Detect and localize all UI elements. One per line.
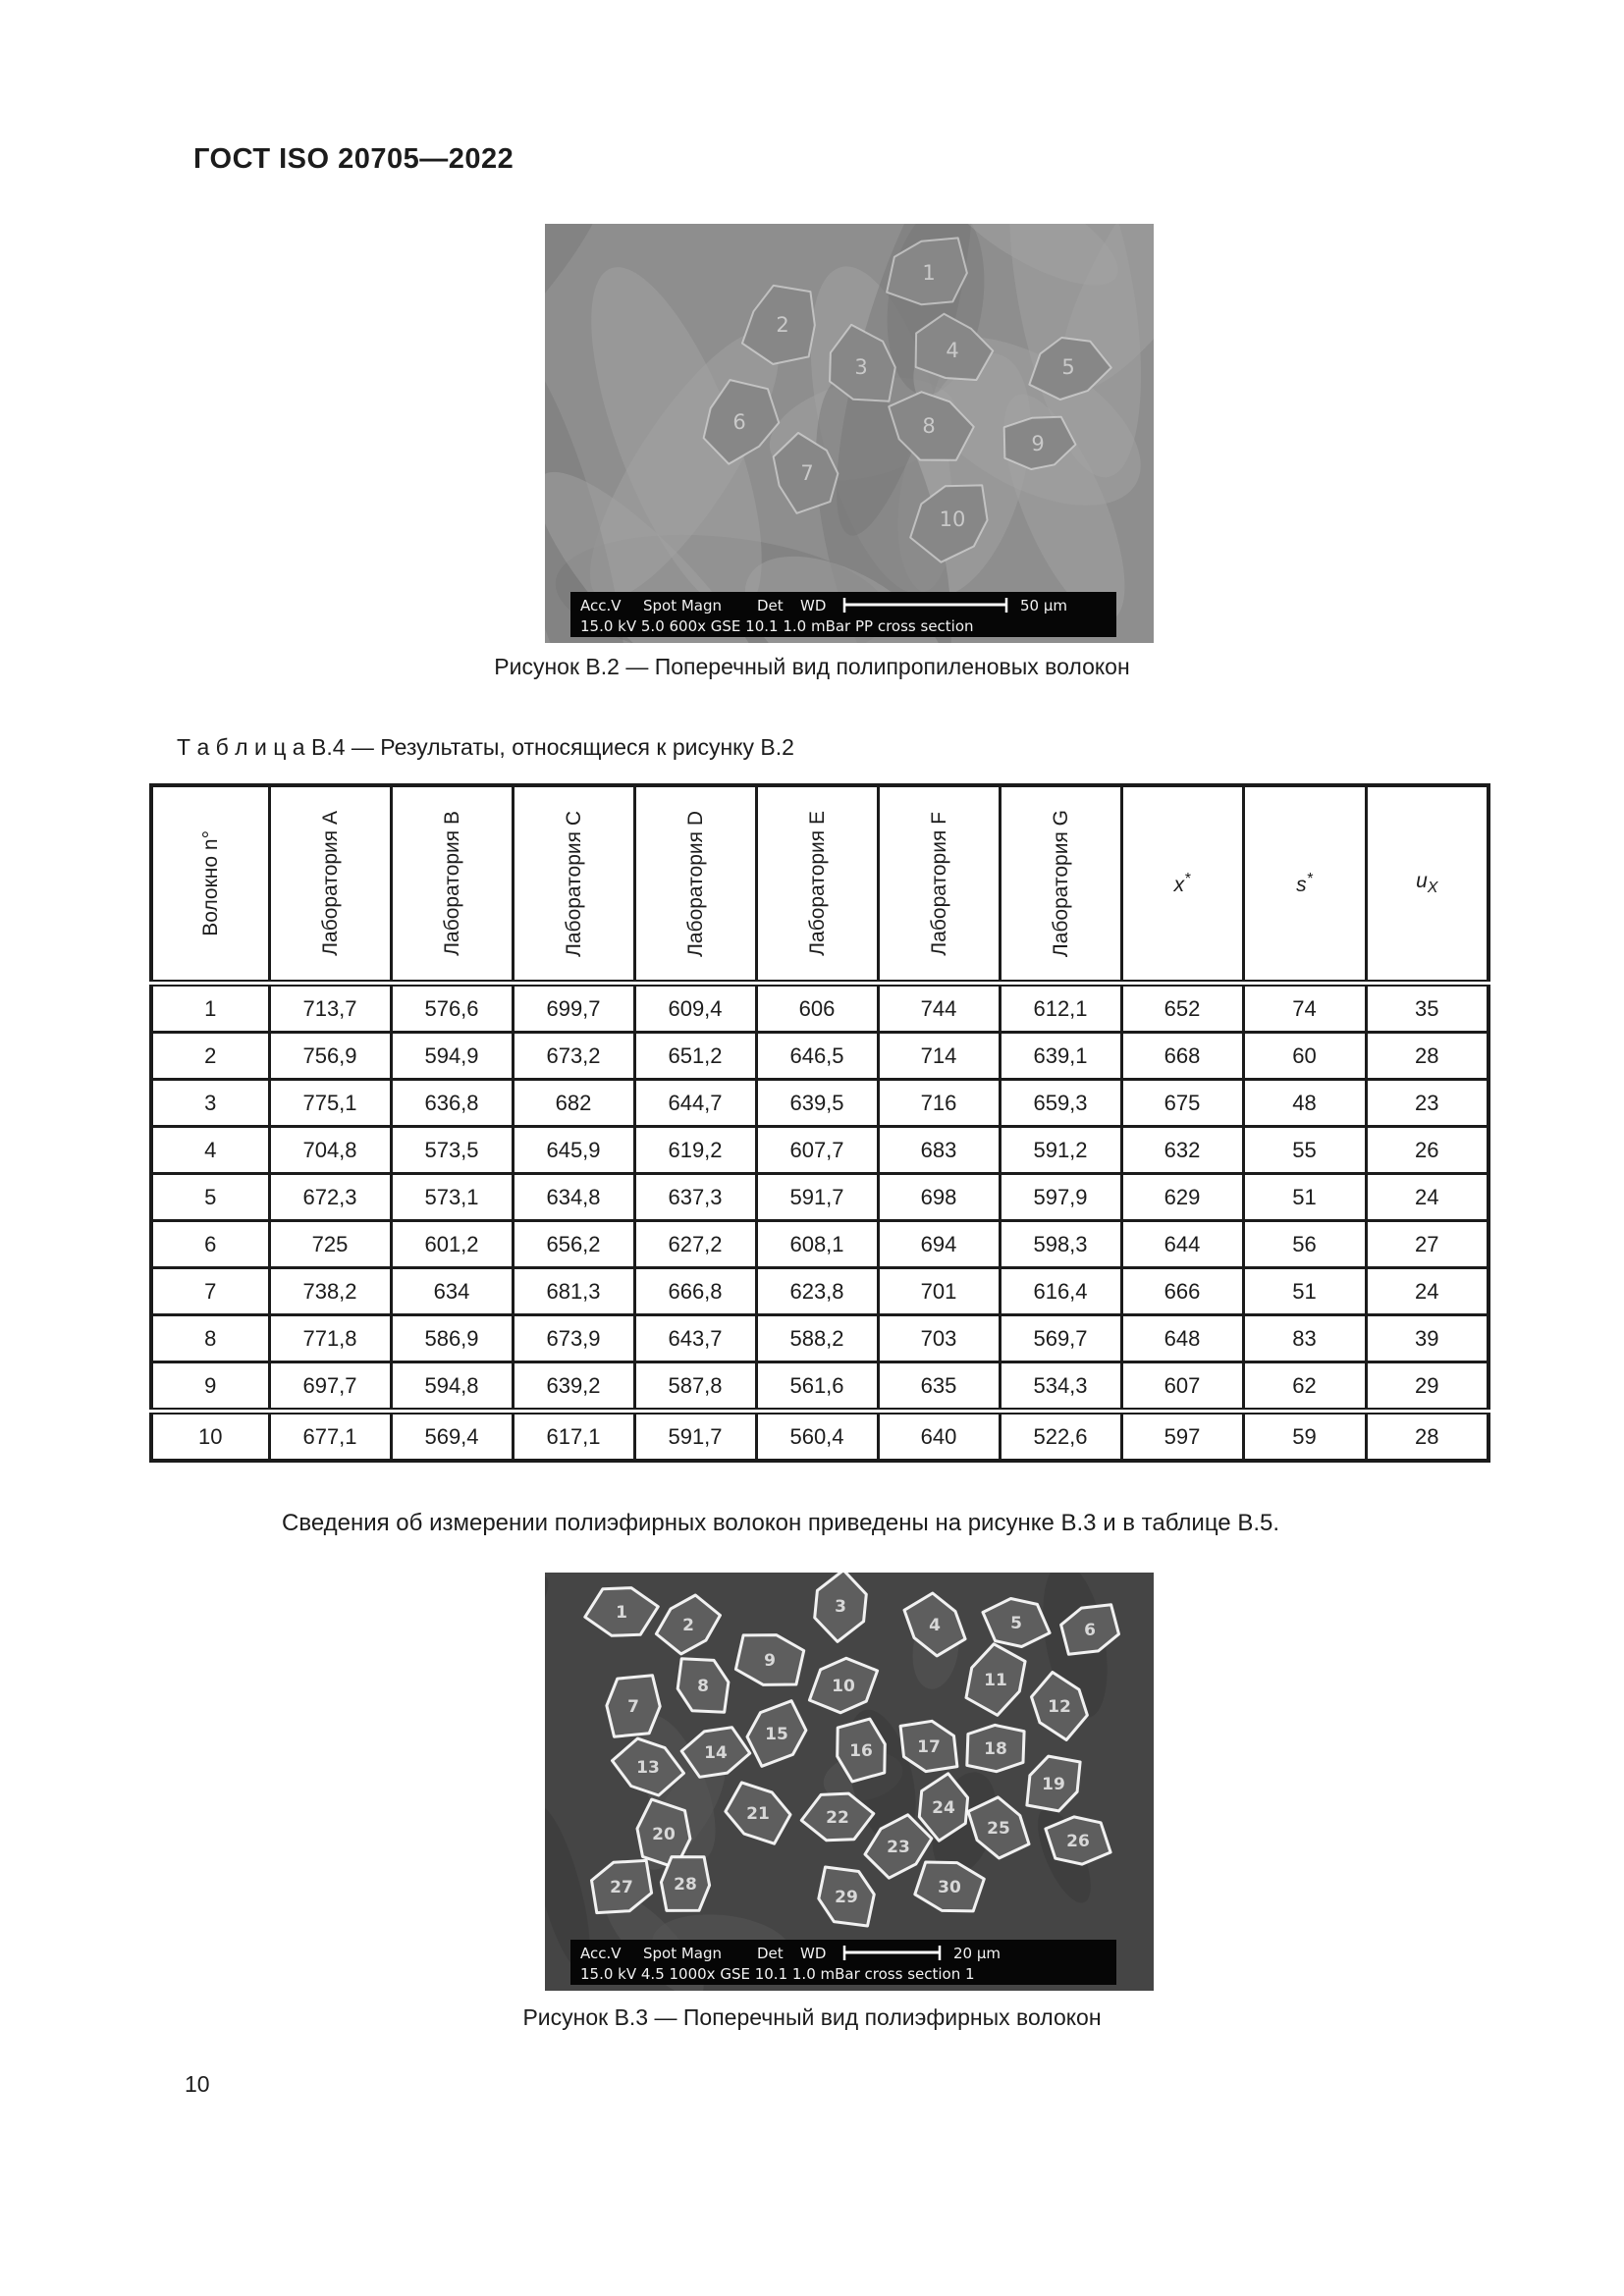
fiber-number-label: 4 [929, 1616, 941, 1635]
value-cell: 26 [1366, 1127, 1489, 1174]
value-cell: 681,3 [513, 1268, 634, 1315]
sem-det-label: Det [757, 1945, 784, 1962]
fiber-number-label: 1 [616, 1603, 627, 1623]
value-cell: 744 [878, 984, 1000, 1033]
sem-image-b2 [545, 224, 1154, 643]
value-cell: 699,7 [513, 984, 634, 1033]
body-paragraph: Сведения об измерении полиэфирных волокон приведены на рисунке В.3 и в таблице В.5. [282, 1510, 1280, 1536]
fiber-number-cell: 1 [151, 984, 269, 1033]
value-cell: 29 [1366, 1362, 1489, 1412]
value-cell: 619,2 [634, 1127, 756, 1174]
value-cell: 597 [1121, 1412, 1243, 1462]
value-cell: 666,8 [634, 1268, 756, 1315]
scale-bar-value-label: 50 µm [1020, 597, 1068, 614]
fiber-number-label: 14 [704, 1743, 728, 1763]
value-cell: 675 [1121, 1080, 1243, 1127]
fiber-number-label: 9 [764, 1651, 776, 1671]
value-cell: 644 [1121, 1221, 1243, 1268]
fiber-number-label: 6 [1084, 1621, 1096, 1640]
table-row [151, 1127, 1489, 1174]
scale-bar-value-label: 20 µm [953, 1945, 1001, 1962]
value-cell: 522,6 [1000, 1412, 1121, 1462]
value-cell: 639,5 [756, 1080, 878, 1127]
sem-accv-label: Acc.V [580, 1945, 622, 1962]
value-cell: 24 [1366, 1174, 1489, 1221]
value-cell: 55 [1243, 1127, 1366, 1174]
value-cell: 627,2 [634, 1221, 756, 1268]
value-cell: 636,8 [391, 1080, 513, 1127]
col-header-lab-f: Лаборатория F [878, 785, 1000, 984]
value-cell: 591,7 [634, 1412, 756, 1462]
value-cell: 62 [1243, 1362, 1366, 1412]
value-cell: 683 [878, 1127, 1000, 1174]
value-cell: 27 [1366, 1221, 1489, 1268]
table-row [151, 1412, 1489, 1462]
fiber-number-label: 27 [610, 1878, 633, 1897]
value-cell: 668 [1121, 1033, 1243, 1080]
col-header-lab-g: Лаборатория G [1000, 785, 1121, 984]
fiber-number-label: 11 [984, 1671, 1007, 1690]
table-b4-title: Т а б л и ц а В.4 — Результаты, относящиеся к рисунку В.2 [177, 734, 794, 760]
col-header-lab-e: Лаборатория E [756, 785, 878, 984]
value-cell: 635 [878, 1362, 1000, 1412]
value-cell: 608,1 [756, 1221, 878, 1268]
table-row [151, 1315, 1489, 1362]
value-cell: 639,2 [513, 1362, 634, 1412]
value-cell: 23 [1366, 1080, 1489, 1127]
value-cell: 60 [1243, 1033, 1366, 1080]
sem-wd-label: WD [800, 1945, 827, 1962]
fiber-number-label: 26 [1066, 1832, 1090, 1851]
col-header-s: s* [1243, 785, 1366, 984]
fiber-number-label: 5 [1061, 355, 1075, 379]
value-cell: 598,3 [1000, 1221, 1121, 1268]
fiber-number-label: 18 [984, 1739, 1007, 1759]
col-header-lab-c: Лаборатория C [513, 785, 634, 984]
fiber-number-label: 10 [832, 1677, 855, 1696]
col-header-fiber-number [151, 785, 269, 984]
value-cell: 28 [1366, 1412, 1489, 1462]
fiber-number-label: 24 [932, 1798, 955, 1818]
value-cell: 35 [1366, 984, 1489, 1033]
value-cell: 56 [1243, 1221, 1366, 1268]
value-cell: 771,8 [269, 1315, 391, 1362]
value-cell: 59 [1243, 1412, 1366, 1462]
fiber-number-cell: 4 [151, 1127, 269, 1174]
sem-det-label: Det [757, 597, 784, 614]
value-cell: 612,1 [1000, 984, 1121, 1033]
value-cell: 591,2 [1000, 1127, 1121, 1174]
value-cell: 666 [1121, 1268, 1243, 1315]
figure-b3-caption: Рисунок В.3 — Поперечный вид полиэфирных волокон [522, 2004, 1102, 2030]
value-cell: 645,9 [513, 1127, 634, 1174]
fiber-number-label: 12 [1048, 1697, 1071, 1717]
fiber-number-label: 8 [697, 1677, 709, 1696]
value-cell: 637,3 [634, 1174, 756, 1221]
fiber-number-label: 3 [854, 355, 868, 379]
value-cell: 616,4 [1000, 1268, 1121, 1315]
fiber-number-cell: 9 [151, 1362, 269, 1412]
fiber-number-label: 25 [987, 1819, 1010, 1839]
page-number: 10 [185, 2071, 210, 2097]
value-cell: 629 [1121, 1174, 1243, 1221]
value-cell: 644,7 [634, 1080, 756, 1127]
value-cell: 673,2 [513, 1033, 634, 1080]
value-cell: 617,1 [513, 1412, 634, 1462]
fiber-number-label: 8 [922, 414, 936, 438]
fiber-number-label: 29 [835, 1888, 858, 1907]
results-table-b4 [149, 783, 1490, 1463]
fiber-number-label: 15 [765, 1725, 788, 1744]
value-cell: 576,6 [391, 984, 513, 1033]
value-cell: 569,7 [1000, 1315, 1121, 1362]
value-cell: 601,2 [391, 1221, 513, 1268]
fiber-number-label: 2 [776, 313, 789, 337]
fiber-number-label: 20 [652, 1825, 676, 1844]
value-cell: 634,8 [513, 1174, 634, 1221]
value-cell: 672,3 [269, 1174, 391, 1221]
value-cell: 656,2 [513, 1221, 634, 1268]
fiber-number-label: 16 [849, 1741, 873, 1761]
value-cell: 697,7 [269, 1362, 391, 1412]
value-cell: 704,8 [269, 1127, 391, 1174]
fiber-number-cell: 3 [151, 1080, 269, 1127]
value-cell: 634 [391, 1268, 513, 1315]
value-cell: 561,6 [756, 1362, 878, 1412]
value-cell: 74 [1243, 984, 1366, 1033]
value-cell: 591,7 [756, 1174, 878, 1221]
value-cell: 648 [1121, 1315, 1243, 1362]
value-cell: 573,1 [391, 1174, 513, 1221]
value-cell: 51 [1243, 1174, 1366, 1221]
table-row [151, 1362, 1489, 1412]
value-cell: 639,1 [1000, 1033, 1121, 1080]
value-cell: 28 [1366, 1033, 1489, 1080]
fiber-number-label: 2 [682, 1616, 694, 1635]
col-header-lab-a: Лаборатория A [269, 785, 391, 984]
value-cell: 607 [1121, 1362, 1243, 1412]
sem-spot-magn-label: Spot Magn [643, 1945, 723, 1962]
fiber-number-label: 21 [746, 1804, 770, 1824]
value-cell: 694 [878, 1221, 1000, 1268]
value-cell: 24 [1366, 1268, 1489, 1315]
col-header-lab-b: Лаборатория B [391, 785, 513, 984]
fiber-number-cell: 7 [151, 1268, 269, 1315]
sem-spot-magn-label: Spot Magn [643, 597, 723, 614]
fiber-number-label: 3 [835, 1597, 846, 1617]
value-cell: 725 [269, 1221, 391, 1268]
sem-wd-label: WD [800, 597, 827, 614]
fiber-number-label: 7 [627, 1697, 639, 1717]
value-cell: 609,4 [634, 984, 756, 1033]
table-row [151, 1174, 1489, 1221]
value-cell: 606 [756, 984, 878, 1033]
value-cell: 594,9 [391, 1033, 513, 1080]
fiber-number-cell: 8 [151, 1315, 269, 1362]
sem-image-b2-svg [545, 224, 1154, 643]
fiber-number-label: 7 [800, 461, 814, 485]
value-cell: 51 [1243, 1268, 1366, 1315]
sem-parameters-line: 15.0 kV 5.0 600x GSE 10.1 1.0 mBar PP cross section [580, 617, 974, 635]
sem-parameters-line: 15.0 kV 4.5 1000x GSE 10.1 1.0 mBar cross section 1 [580, 1965, 975, 1983]
value-cell: 682 [513, 1080, 634, 1127]
value-cell: 39 [1366, 1315, 1489, 1362]
fiber-number-cell: 5 [151, 1174, 269, 1221]
sem-image-b3-svg [545, 1573, 1154, 1991]
value-cell: 703 [878, 1315, 1000, 1362]
value-cell: 659,3 [1000, 1080, 1121, 1127]
value-cell: 594,8 [391, 1362, 513, 1412]
value-cell: 673,9 [513, 1315, 634, 1362]
fiber-number-label: 30 [938, 1878, 961, 1897]
value-cell: 588,2 [756, 1315, 878, 1362]
col-header-fiber-number-label: Волокно n° [198, 830, 222, 936]
fiber-number-label: 23 [887, 1838, 910, 1857]
table-row [151, 1221, 1489, 1268]
fiber-number-label: 4 [946, 339, 959, 362]
fiber-number-cell: 6 [151, 1221, 269, 1268]
value-cell: 646,5 [756, 1033, 878, 1080]
fiber-number-label: 17 [917, 1737, 941, 1757]
col-header-lab-d: Лаборатория D [634, 785, 756, 984]
value-cell: 586,9 [391, 1315, 513, 1362]
value-cell: 83 [1243, 1315, 1366, 1362]
value-cell: 597,9 [1000, 1174, 1121, 1221]
fiber-number-cell: 2 [151, 1033, 269, 1080]
page-title: ГОСТ ISO 20705—2022 [193, 143, 514, 175]
value-cell: 643,7 [634, 1315, 756, 1362]
value-cell: 698 [878, 1174, 1000, 1221]
value-cell: 652 [1121, 984, 1243, 1033]
results-table-body [151, 984, 1489, 1462]
fiber-number-label: 13 [636, 1758, 660, 1778]
fiber-number-label: 22 [826, 1808, 849, 1828]
value-cell: 640 [878, 1412, 1000, 1462]
value-cell: 607,7 [756, 1127, 878, 1174]
value-cell: 534,3 [1000, 1362, 1121, 1412]
value-cell: 569,4 [391, 1412, 513, 1462]
value-cell: 738,2 [269, 1268, 391, 1315]
table-header-row [151, 785, 1489, 984]
figure-b2-caption: Рисунок В.2 — Поперечный вид полипропиленовых волокон [494, 654, 1130, 679]
fiber-number-label: 19 [1042, 1775, 1065, 1794]
fiber-number-cell: 10 [151, 1412, 269, 1462]
sem-image-b3 [545, 1573, 1154, 1991]
value-cell: 701 [878, 1268, 1000, 1315]
value-cell: 713,7 [269, 984, 391, 1033]
value-cell: 560,4 [756, 1412, 878, 1462]
fiber-number-label: 10 [939, 507, 966, 531]
value-cell: 573,5 [391, 1127, 513, 1174]
value-cell: 623,8 [756, 1268, 878, 1315]
value-cell: 632 [1121, 1127, 1243, 1174]
table-row [151, 1080, 1489, 1127]
value-cell: 677,1 [269, 1412, 391, 1462]
sem-accv-label: Acc.V [580, 597, 622, 614]
value-cell: 716 [878, 1080, 1000, 1127]
value-cell: 651,2 [634, 1033, 756, 1080]
col-header-ux: $u_X$ [1366, 785, 1489, 984]
value-cell: 775,1 [269, 1080, 391, 1127]
fiber-number-label: 6 [732, 410, 746, 434]
table-row [151, 1268, 1489, 1315]
fiber-number-label: 9 [1031, 432, 1045, 455]
fiber-number-label: 1 [922, 261, 936, 285]
table-row [151, 1033, 1489, 1080]
col-header-x-mean: x* [1121, 785, 1243, 984]
value-cell: 714 [878, 1033, 1000, 1080]
fiber-number-label: 28 [674, 1875, 697, 1895]
value-cell: 587,8 [634, 1362, 756, 1412]
fiber-number-label: 5 [1010, 1614, 1022, 1633]
value-cell: 756,9 [269, 1033, 391, 1080]
value-cell: 48 [1243, 1080, 1366, 1127]
table-row [151, 984, 1489, 1033]
